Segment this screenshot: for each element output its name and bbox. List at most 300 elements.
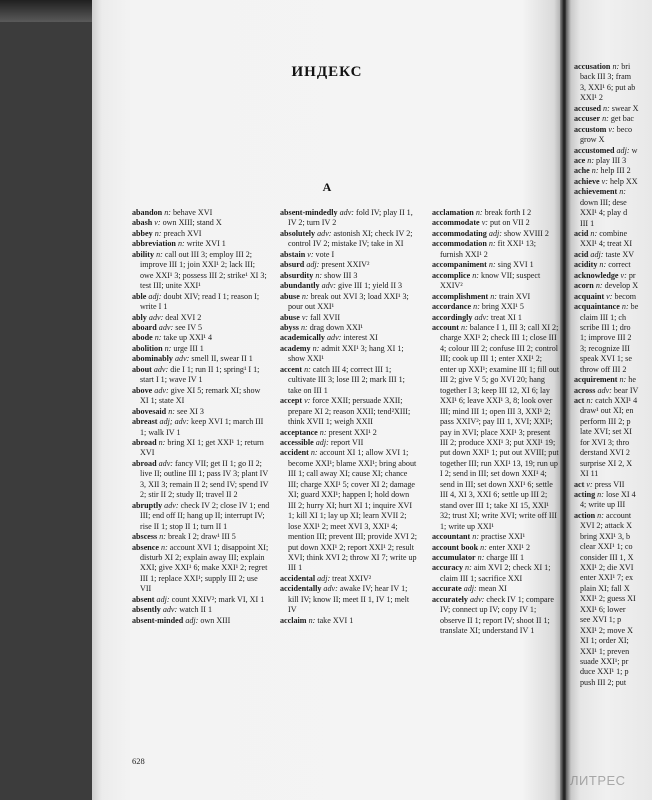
entry-part-of-speech: v:: [608, 124, 615, 134]
entry-part-of-speech: adj:: [590, 249, 604, 259]
index-entry: [132, 229, 270, 239]
entry-references: bring XXI¹ 5: [479, 302, 524, 312]
index-entry: [132, 218, 270, 228]
index-entry: [280, 208, 418, 229]
index-entry: [574, 532, 652, 542]
entry-part-of-speech: n:: [490, 291, 497, 301]
entry-references: break I 2; draw¹ III 5: [165, 532, 236, 542]
entry-part-of-speech: n:: [158, 437, 166, 447]
index-entry: [574, 626, 652, 636]
entry-references: fit XXI¹ 13; furnish XXI¹ 2: [440, 239, 537, 259]
entry-part-of-speech: adv:: [317, 228, 332, 238]
entry-references: press VII: [592, 479, 625, 489]
entry-references: own XIII; stand X: [160, 218, 222, 228]
entry-part-of-speech: n:: [612, 62, 620, 71]
entry-headword: accent: [280, 364, 303, 374]
index-entry: [132, 354, 270, 364]
entry-references: correct: [606, 260, 631, 270]
index-entry: [132, 250, 270, 292]
left-page: [92, 0, 562, 800]
entry-references: report VII: [328, 437, 364, 447]
entry-part-of-speech: adv:: [339, 208, 354, 217]
entry-headword: abstain: [280, 249, 306, 259]
entry-headword: acid: [574, 249, 589, 259]
index-entry: [132, 333, 270, 343]
entry-references: suade XXI¹; pr: [580, 656, 629, 666]
entry-references: smell II, swear II 1: [189, 354, 253, 364]
entry-references: help III 2: [598, 166, 631, 176]
entry-headword: accurate: [432, 584, 462, 594]
entry-part-of-speech: n:: [599, 260, 607, 270]
entry-headword: achieve: [574, 176, 600, 186]
entry-part-of-speech: n:: [164, 208, 171, 217]
entry-headword: accompaniment: [432, 260, 487, 270]
index-entry: [132, 616, 270, 626]
index-entry: [280, 271, 418, 281]
entry-references: fall XVII: [308, 312, 341, 322]
entry-headword: accidental: [280, 573, 316, 583]
entry-headword: absurdity: [280, 270, 314, 280]
index-entry: [574, 114, 652, 124]
entry-references: XXI¹ 4; play d: [580, 208, 628, 218]
entry-references: get bac: [608, 114, 635, 124]
index-entry: [132, 292, 270, 313]
entry-part-of-speech: n:: [301, 291, 309, 301]
entry-references: 1; improve III 2: [580, 333, 632, 343]
entry-headword: abbreviation: [132, 239, 176, 249]
entry-part-of-speech: v:: [606, 291, 613, 301]
entry-headword: absence: [132, 542, 159, 552]
entry-headword: account book: [432, 542, 479, 552]
entry-references: taste XV: [603, 249, 635, 259]
entry-part-of-speech: v:: [304, 396, 311, 406]
entry-part-of-speech: adj:: [463, 584, 477, 594]
index-entry: [280, 438, 418, 448]
entry-references: 3, XXI¹ 6; put ab: [580, 82, 636, 92]
index-entry: [574, 396, 652, 406]
entry-references: XI 1; order XI;: [580, 636, 629, 646]
entry-part-of-speech: adv:: [154, 385, 169, 395]
entry-headword: accused: [574, 103, 601, 113]
entry-headword: ability: [132, 249, 155, 259]
entry-headword: accuser: [574, 114, 601, 124]
entry-references: XXI¹ 2: [580, 93, 603, 103]
entry-part-of-speech: n:: [480, 542, 487, 552]
entry-references: count XXIV²; mark VI, XI 1: [169, 594, 265, 604]
entry-references: for XVI 3; thro: [580, 437, 630, 447]
entry-references: bring XXI¹ 3, b: [580, 531, 631, 541]
entry-part-of-speech: n:: [310, 448, 318, 458]
index-entry: [132, 605, 270, 615]
entry-part-of-speech: n:: [161, 542, 168, 552]
entry-headword: absolutely: [280, 228, 316, 238]
entry-references: XXI¹ 4; treat XI: [580, 239, 633, 249]
index-entry: [574, 678, 652, 688]
entry-part-of-speech: n:: [159, 532, 166, 542]
entry-part-of-speech: adj:: [315, 437, 329, 447]
entry-references: watch II 1: [177, 605, 213, 615]
index-entry: [132, 543, 270, 595]
index-entry: [432, 313, 560, 323]
entry-references: w: [629, 145, 638, 155]
section-letter: A: [322, 180, 332, 194]
entry-headword: accessible: [280, 437, 314, 447]
entry-references: catch XXI¹ 4: [593, 396, 638, 405]
entry-headword: absent: [132, 594, 155, 604]
entry-part-of-speech: adv:: [162, 605, 178, 615]
entry-headword: abscess: [132, 532, 158, 542]
entry-headword: abuse: [280, 291, 300, 301]
entry-references: he: [626, 375, 636, 385]
index-entry: [280, 229, 418, 250]
entry-headword: abode: [132, 333, 153, 343]
index-entry: [574, 438, 652, 448]
index-entry: [432, 584, 560, 594]
entry-part-of-speech: v:: [601, 176, 608, 186]
index-entry: [574, 187, 652, 197]
entry-references: show III 3: [322, 270, 358, 280]
entry-references: clear XXI¹ 1; co: [580, 542, 633, 552]
entry-references: see IV 5: [173, 322, 203, 332]
entry-references: write XVI 1: [184, 239, 226, 249]
index-entry: [132, 417, 270, 438]
index-entry: [574, 104, 652, 114]
index-entry: [132, 501, 270, 532]
entry-part-of-speech: n:: [164, 343, 172, 353]
entry-references: bear IV: [611, 385, 639, 395]
entry-references: break out XVI 3; load XXI¹ 3; pour out XXI¹: [288, 291, 409, 312]
entry-references: draw¹ out XI; en: [580, 406, 634, 416]
entry-part-of-speech: n:: [461, 322, 468, 332]
entry-references: take up XXI¹ 4: [161, 333, 213, 343]
entry-headword: accurately: [432, 594, 468, 604]
entry-headword: absurd: [280, 260, 305, 270]
index-column-2: [280, 208, 418, 626]
entry-references: swear X: [609, 103, 639, 113]
index-entry: [574, 62, 652, 72]
entry-part-of-speech: n:: [300, 322, 308, 332]
entry-references: develop X: [602, 281, 639, 291]
entry-references: scribe III 1; dro: [580, 322, 631, 332]
index-entry: [280, 396, 418, 427]
right-page-column: [574, 62, 652, 688]
entry-headword: accordance: [432, 302, 472, 312]
entry-part-of-speech: n:: [475, 208, 483, 217]
entry-part-of-speech: adv:: [174, 354, 190, 364]
entry-headword: accomplice: [432, 270, 471, 280]
entry-headword: abovesaid: [132, 406, 167, 416]
entry-part-of-speech: n:: [308, 615, 316, 625]
index-entry: [432, 292, 560, 302]
index-entry: [280, 616, 418, 626]
entry-part-of-speech: n:: [591, 166, 599, 176]
entry-references: urge III 1: [171, 343, 204, 353]
entry-part-of-speech: n:: [472, 270, 479, 280]
entry-references: take XVI 1: [315, 615, 354, 625]
entry-headword: about: [132, 364, 152, 374]
entry-references: check IV 2; close IV 1; end III; end off II; hang up II; interrupt IV; rise II 1; stop II 1; turn II 1: [140, 500, 270, 531]
entry-headword: aboard: [132, 322, 157, 332]
index-entry: [574, 480, 652, 490]
entry-part-of-speech: v:: [586, 479, 593, 489]
index-entry: [132, 239, 270, 249]
entry-references: help XX: [607, 176, 638, 186]
entry-headword: across: [574, 385, 596, 395]
entry-references: drag down XXI¹: [307, 322, 363, 332]
entry-part-of-speech: adv:: [158, 458, 174, 468]
entry-part-of-speech: n:: [621, 302, 629, 312]
entry-references: derstand XVI 2: [580, 448, 630, 458]
entry-references: lose XI 4: [603, 489, 636, 499]
entry-references: be: [628, 302, 639, 312]
entry-references: practise XXI¹: [479, 532, 526, 542]
entry-references: enter XXI¹ 2: [486, 542, 530, 552]
entry-part-of-speech: adj; adv:: [159, 417, 189, 427]
entry-headword: abbey: [132, 228, 153, 238]
entry-part-of-speech: n:: [602, 114, 609, 124]
page-number: 628: [132, 756, 145, 766]
entry-headword: above: [132, 385, 153, 395]
index-entry: [574, 647, 652, 657]
index-entry: [574, 146, 652, 156]
entry-part-of-speech: n:: [603, 103, 610, 113]
index-entry: [280, 365, 418, 396]
entry-headword: act: [574, 479, 585, 489]
entry-part-of-speech: n:: [590, 229, 598, 238]
entry-references: surprise XI 2, X: [580, 458, 633, 468]
entry-references: die I 1; run II 1; spring¹ I 1; start I 1; wave IV 1: [140, 364, 260, 385]
index-entry: [574, 354, 652, 364]
entry-part-of-speech: n:: [587, 155, 595, 165]
entry-headword: abyss: [280, 322, 299, 332]
entry-part-of-speech: n:: [595, 281, 603, 291]
index-entry: [280, 250, 418, 260]
index-entry: [132, 313, 270, 323]
entry-part-of-speech: n:: [597, 510, 604, 520]
entry-references: awake IV; hear IV 1; kill IV; know II; meet II 1, IV 1; melt IV: [288, 584, 410, 615]
entry-headword: abundantly: [280, 281, 320, 291]
entry-part-of-speech: adv:: [470, 594, 485, 604]
index-entry: [280, 448, 418, 573]
entry-references: preach XVI: [161, 228, 202, 238]
index-entry: [574, 511, 652, 521]
entry-headword: accountant: [432, 532, 471, 542]
index-entry: [574, 125, 652, 135]
entry-references: beco: [614, 124, 633, 134]
entry-references: plain XI; fall X: [580, 583, 630, 593]
entry-references: give XI 5; remark XI; show XI 1; state XI: [140, 385, 261, 406]
index-entry: [574, 156, 652, 166]
index-entry: [132, 344, 270, 354]
entry-headword: acid: [574, 229, 589, 238]
entry-part-of-speech: n:: [488, 239, 496, 249]
entry-references: account: [603, 510, 632, 520]
entry-headword: act: [574, 396, 585, 405]
entry-headword: accustom: [574, 124, 607, 134]
index-entry: [574, 292, 652, 302]
index-entry: [574, 615, 652, 625]
entry-part-of-speech: adj:: [317, 573, 331, 583]
index-column-3: [432, 208, 560, 637]
index-entry: [280, 574, 418, 584]
entry-references: throw off III 2: [580, 364, 627, 374]
entry-references: play III 3: [594, 155, 627, 165]
index-entry: [280, 333, 418, 343]
entry-references: train XVI: [496, 291, 531, 301]
index-entry: [280, 344, 418, 365]
entry-part-of-speech: n:: [472, 532, 480, 542]
entry-headword: academically: [280, 333, 325, 343]
entry-headword: acclamation: [432, 208, 474, 217]
entry-references: interest XI: [341, 333, 378, 343]
entry-references: account XI 1; allow XVI 1; become XXI¹; blame XXI¹; bring about III 1; call away XI; cause XI; chance III; charge XXI¹ 5; cover XI 2; damage XI; guard XXI¹; happen I; hold down III 2; hurry XI; hurt XI 1; inquire XVI 1; kill XI 1; lay up XI; learn XVII 2; lose XXI¹ 2; meet XVI 3, XXI¹ 4; mention III; prevent III; provide XVI 2; put down XXI¹ 2; report XXI¹ 2; result XVI; think XVI 2; throw XI 7; write up III 1: [288, 448, 418, 573]
index-entry: [574, 302, 652, 312]
index-entry: [574, 198, 652, 208]
entry-part-of-speech: v:: [620, 270, 627, 280]
index-entry: [574, 83, 652, 93]
entry-part-of-speech: adv:: [158, 322, 174, 332]
entry-references: account XVI 1; disappoint XI; disturb XI 2; explain away III; explain XXI; give XXI¹ 6; make XXI¹ 2; regret III 1; replace XXI¹; supply III 2; use VII: [140, 542, 269, 594]
index-entry: [280, 260, 418, 270]
index-entry: [574, 657, 652, 667]
entry-references: treat XXIV²: [330, 573, 372, 583]
index-entry: [574, 208, 652, 218]
entry-part-of-speech: adv:: [327, 333, 342, 343]
entry-references: know VII; suspect XXIV²: [440, 270, 541, 291]
entry-headword: accommodating: [432, 228, 487, 238]
index-entry: [574, 313, 652, 323]
index-entry: [574, 229, 652, 239]
entry-part-of-speech: adv:: [148, 312, 164, 322]
entry-part-of-speech: n:: [477, 552, 485, 562]
entry-headword: absent-minded: [132, 615, 184, 625]
entry-references: call out III 3; employ III 2; improve III 1; join XXI¹ 2; lack III; owe XXI¹ 3; possess III 2; strike¹ XI 3; test III; unite XXI¹: [140, 249, 267, 291]
entry-headword: acquirement: [574, 375, 618, 385]
index-entry: [574, 563, 652, 573]
entry-references: put on VII 2: [487, 218, 530, 228]
entry-references: 4; write up III: [580, 500, 626, 510]
index-entry: [574, 239, 652, 249]
entry-references: XVI 2; attack X: [580, 521, 632, 531]
entry-part-of-speech: adj:: [156, 594, 170, 604]
index-entry: [574, 250, 652, 260]
entry-headword: accommodation: [432, 239, 487, 249]
entry-references: speak XVI 1; se: [580, 354, 632, 364]
index-entry: [432, 271, 560, 292]
entry-references: aim XVI 2; check XI 1; claim III 1; sacrifice XXI: [440, 563, 551, 583]
entry-headword: ace: [574, 155, 586, 165]
entry-references: see XI 3: [174, 406, 204, 416]
index-entry: [574, 386, 652, 396]
index-column-1: [132, 208, 270, 626]
entry-part-of-speech: adj:: [185, 615, 199, 625]
entry-headword: accusation: [574, 62, 611, 71]
index-entry: [432, 302, 560, 312]
entry-headword: accidentally: [280, 584, 322, 594]
index-entry: [132, 438, 270, 459]
entry-references: vote I: [313, 249, 335, 259]
entry-headword: ache: [574, 166, 590, 176]
entry-part-of-speech: n:: [488, 260, 496, 270]
entry-references: XI 11: [580, 469, 599, 479]
entry-references: fold IV; play II 1, IV 2; turn IV 2: [288, 208, 413, 228]
entry-references: give III 1; yield II 3: [336, 281, 403, 291]
entry-references: behave XVI: [170, 208, 213, 217]
entry-references: XXI¹ 2; die XVI: [580, 563, 634, 572]
entry-references: bri: [619, 62, 631, 71]
index-entry: [574, 417, 652, 427]
index-entry: [574, 500, 652, 510]
entry-part-of-speech: n:: [168, 406, 175, 416]
entry-references: show XVIII 2: [501, 228, 549, 238]
entry-references: push III 2; put: [580, 677, 627, 687]
entry-part-of-speech: v:: [154, 218, 161, 228]
index-entry: [574, 260, 652, 270]
entry-references: sing XVI 1: [495, 260, 534, 270]
index-entry: [574, 177, 652, 187]
entry-headword: acquaintance: [574, 302, 620, 312]
watermark-text: ЛИТРЕС: [570, 773, 626, 788]
entry-references: fancy VII; get II 1; go II 2; live II; outline III 1; pass IV 3; plant IV 3, XII 3; remain II 2; send IV; spend IV 2; stir II 2; study II; travel II 2: [140, 458, 269, 500]
entry-references: present XXIV²: [319, 260, 370, 270]
index-entry: [574, 323, 652, 333]
entry-references: balance I 1, III 3; call XI 2; charge XXI¹ 2; check III 1; close III 4; colour III 2; confuse III 2; control III; cook up III 1; enter XXI¹ 2; enter up XXI¹; examine III 1; fill out III 2; give V 5; go XVI 20; hang together I 3; keep III 12, XI 6; lay XXI¹ 6; leave XXI¹ 3, 8; look over III; mind III 1; open III 3, XXI¹ 2; pass XXIV²; pay III 1, XVI; XXI¹; pay in XVI; place XXI¹ 3; present III 2; produce XXI¹ 3; put XXI¹ 19; put down XXI¹ 1; put out XVIII; put together III; run XXI¹ 13, 19; run up I 2; send in III; set down XXI¹ 4; send in III; set down XXI¹ 6; settle III 4, XI 3, XXI 6; settle up III 2; stand over III 1; take XI 15, XXI¹ 32; trust XI; write XVI; write off III 1; write up XXI¹: [440, 322, 560, 531]
entry-references: pr: [626, 270, 636, 280]
entry-references: grow X: [580, 135, 605, 145]
entry-headword: accident: [280, 448, 309, 458]
entry-references: XXI¹ 6; lower: [580, 604, 626, 614]
index-entry: [574, 521, 652, 531]
entry-part-of-speech: adv:: [323, 584, 338, 594]
entry-references: mean XI: [476, 584, 507, 594]
entry-headword: academy: [280, 343, 311, 353]
index-entry: [280, 323, 418, 333]
entry-part-of-speech: n:: [619, 375, 627, 385]
entry-headword: accommodate: [432, 218, 480, 228]
index-entry: [574, 667, 652, 677]
index-entry: [432, 218, 560, 228]
entry-part-of-speech: adv:: [597, 385, 612, 395]
entry-headword: abandon: [132, 208, 163, 217]
entry-part-of-speech: n:: [156, 249, 163, 259]
index-entry: [432, 323, 560, 532]
entry-headword: accuracy: [432, 563, 464, 573]
entry-headword: action: [574, 510, 596, 520]
entry-headword: abroad: [132, 437, 157, 447]
entry-references: XXI¹ 1; preven: [580, 646, 630, 656]
entry-part-of-speech: n:: [473, 302, 480, 312]
entry-references: break forth I 2: [482, 208, 532, 217]
entry-references: consider III 1, X: [580, 552, 634, 562]
index-entry: [280, 281, 418, 291]
entry-headword: achievement: [574, 187, 618, 197]
entry-part-of-speech: adj:: [306, 260, 320, 270]
index-entry: [574, 271, 652, 281]
index-entry: [280, 292, 418, 313]
entry-headword: abuse: [280, 312, 300, 322]
entry-part-of-speech: n:: [619, 187, 626, 197]
entry-references: bring XI 1; get XXI¹ 1; return XVI: [140, 437, 264, 458]
index-entry: [574, 459, 652, 469]
entry-headword: acquaint: [574, 291, 605, 301]
index-entry: [574, 584, 652, 594]
entry-part-of-speech: v:: [307, 249, 314, 259]
entry-part-of-speech: n:: [154, 228, 162, 238]
entry-references: present XXI¹ 2: [326, 427, 377, 437]
index-entry: [574, 636, 652, 646]
entry-headword: acorn: [574, 281, 594, 291]
entry-headword: acknowledge: [574, 270, 619, 280]
